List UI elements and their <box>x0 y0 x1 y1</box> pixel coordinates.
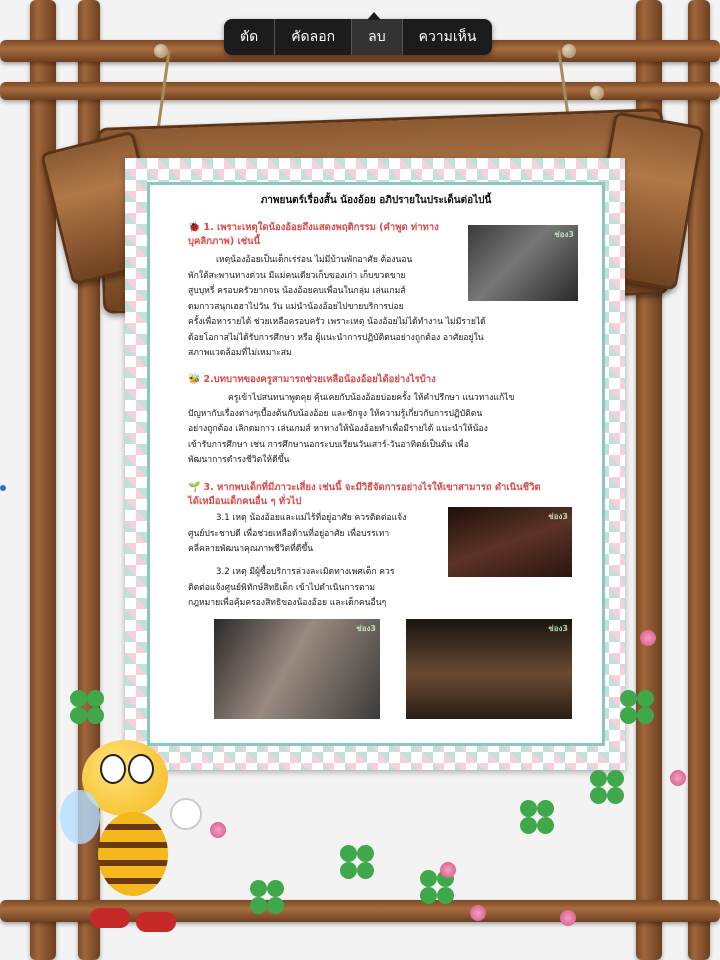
question-2-answer <box>188 391 598 469</box>
bee-wing <box>60 790 100 844</box>
nail-far-right <box>590 86 604 100</box>
clover-decoration <box>250 880 284 914</box>
bee-eye-right <box>128 754 154 784</box>
pink-flower-decoration <box>640 630 656 646</box>
clover-decoration <box>340 845 374 879</box>
clover-decoration <box>590 770 624 804</box>
answer-line: คลี่คลายพัฒนาคุณภาพชีวิตที่ดีขึ้น <box>188 544 314 554</box>
answer-line <box>188 253 468 269</box>
movie-still-photo-2 <box>448 507 572 577</box>
question-3-item-1 <box>188 511 448 558</box>
worksheet-title: ภาพยนตร์เรื่องสั้น น้องอ้อย อภิปรายในประเด็นต่อไปนี้ <box>260 195 492 206</box>
answer-line: ด้อยโอกาสไม่ได้รับการศึกษา หรือ ผู้แนะนำการปฏิบัติตนอย่างถูกต้อง อาศัยอยู่ใน <box>188 332 484 343</box>
q2-heading-text: 2.บทบาทของครูสามารถช่วยเหลือน้องอ้อยได้อย่างไรบ้าง <box>203 374 436 385</box>
answer-line: สูบบุหรี่ ครอบครัวยากจน น้องอ้อยคบเพื่อนในกลุ่ม เล่นเกมส์ <box>188 286 406 296</box>
answer-line: ครั้งเพื่อหารายได้ ช่วยเหลือครอบครัว เพราะเหตุ น้องอ้อยไม่ได้ทำงาน ไม่มีรายได้ <box>188 317 486 327</box>
q3-heading-line-2: ได้เหมือนเด็กคนอื่น ๆ ทั่วไป <box>188 496 302 507</box>
menu-item-comment[interactable]: ความเห็น <box>418 29 477 45</box>
worksheet-card[interactable] <box>125 158 625 770</box>
question-3-heading <box>188 481 598 509</box>
answer-line: ครูเข้าไปสนทนาพูดคุย คุ้นเคยกับน้องอ้อยบ่อยครั้ง ให้คำปรึกษา แนวทางแก้ไข <box>228 393 515 403</box>
bee-cartoon <box>60 720 220 950</box>
answer-line: ปัญหากับเรื่องต่างๆเบื้องต้นกับน้องอ้อย และชักจูง ให้ความรู้เกี่ยวกับการปฏิบัติตน <box>188 408 483 419</box>
bee-shoe <box>90 908 130 928</box>
answer-line: อย่างถูกต้อง เลิกดมกาว เล่นเกมส์ หาทางให้น้องอ้อยทำเพื่อมีรายได้ แนะนำให้น้อง <box>188 424 488 434</box>
question-2-heading <box>188 373 588 387</box>
q1-line-0: เหตุน้องอ้อยเป็นเด็กเร่ร่อน ไม่มีบ้านพักอาศัย ต้องนอน <box>216 255 413 265</box>
answer-line: พักใต้สะพานทางด่วน มีแม่คนเดียวเก็บของเก่า เก็บขวดขาย <box>188 270 406 281</box>
bee-torso <box>98 812 168 896</box>
answer-line: เข้ารับการศึกษา เช่น การศึกษานอกระบบเรียนวันเสาร์-วันอาทิตย์เป็นต้น เพื่อ <box>188 439 469 450</box>
question-1-line-1: 1. เพราะเหตุใดน้องอ้อยถึงแสดงพฤติกรรม (คำพูด ท่าทาง <box>203 222 439 233</box>
movie-still-photo-4 <box>406 619 572 719</box>
clover-decoration <box>520 800 554 834</box>
question-3-item-2 <box>188 565 448 612</box>
answer-line: ติดต่อแจ้งศูนย์พิทักษ์สิทธิเด็ก เข้าไปดำเนินการตาม <box>188 582 376 593</box>
pink-flower-decoration <box>440 862 456 878</box>
menu-item-copy[interactable]: คัดลอก <box>291 29 336 45</box>
bee-eye-left <box>100 754 126 784</box>
ladybug-icon: 🐞 <box>188 222 201 233</box>
clover-decoration <box>70 690 104 724</box>
answer-line: ศูนย์ประชาบดี เพื่อช่วยเหลือด้านที่อยู่อาศัย เพื่อบรรเทา <box>188 528 390 539</box>
movie-still-photo-3 <box>214 619 380 719</box>
bee-shoe <box>136 912 176 932</box>
channel-logo: ช่อง3 <box>548 512 568 521</box>
nail-right <box>562 44 576 58</box>
question-1-answer-cont <box>188 315 598 362</box>
menu-item-delete[interactable]: ลบ <box>352 19 401 55</box>
question-1-line-2: บุคลิกภาพ) เช่นนี้ <box>188 236 261 247</box>
pink-flower-decoration <box>670 770 686 786</box>
answer-line: 3.2 เหตุ มีผู้ซื้อบริการล่วงละเมิดทางเพศเด็ก ควร <box>216 567 395 577</box>
answer-line: กฎหมายเพื่อคุ้มครองสิทธิของน้องอ้อย และเด็กคนอื่นๆ <box>188 598 387 608</box>
q3-heading-line-1: 3. หากพบเด็กที่มีภาวะเสี่ยง เช่นนี้ จะมีวิธีจัดการอย่างไรให้เขาสามารถ ดำเนินชีวิต <box>203 482 541 493</box>
answer-line: สภาพแวดล้อมที่ไม่เหมาะสม <box>188 348 292 358</box>
edit-context-menu <box>224 19 492 55</box>
nail-left <box>154 44 168 58</box>
pink-flower-decoration <box>210 822 226 838</box>
worksheet-content <box>147 182 605 746</box>
answer-line: ดมกาวสนุกเฮฮาไปวัน วัน แม่นำน้องอ้อยไปขายบริการบ่อย <box>188 301 404 312</box>
sprout-icon: 🌱 <box>188 482 201 493</box>
menu-pointer-arrow <box>367 12 381 20</box>
bee-glove <box>170 798 202 830</box>
answer-line: พัฒนาการดำรงชีวิตให้ดีขึ้น <box>188 455 290 465</box>
channel-logo: ช่อง3 <box>554 230 574 239</box>
channel-logo: ช่อง3 <box>548 624 568 633</box>
answer-line: 3.1 เหตุ น้องอ้อยและแม่ไร้ที่อยู่อาศัย ควรติดต่อแจ้ง <box>216 513 407 523</box>
bee-icon: 🐝 <box>188 374 201 385</box>
pink-flower-decoration <box>470 905 486 921</box>
question-1-heading <box>188 221 488 249</box>
channel-logo: ช่อง3 <box>356 624 376 633</box>
menu-item-cut[interactable]: ตัด <box>240 29 259 45</box>
question-1-answer <box>188 253 468 315</box>
clover-decoration <box>620 690 654 724</box>
pink-flower-decoration <box>560 910 576 926</box>
wood-beam-top2 <box>0 82 720 100</box>
movie-still-photo-1 <box>468 225 578 301</box>
selection-handle[interactable] <box>0 485 6 491</box>
wood-post-left <box>30 0 56 960</box>
